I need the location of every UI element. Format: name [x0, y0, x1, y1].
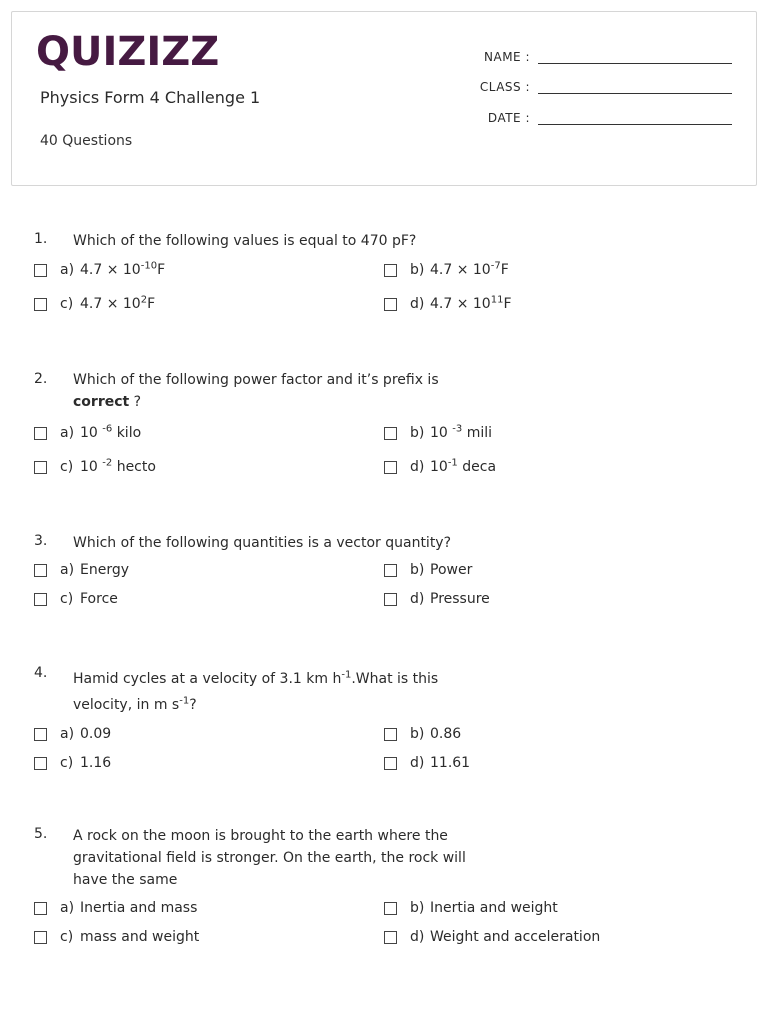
option-letter: a): [60, 562, 75, 578]
checkbox[interactable]: [384, 902, 397, 915]
option-c[interactable]: [34, 929, 199, 945]
checkbox[interactable]: [34, 461, 47, 474]
option-b[interactable]: [384, 425, 492, 441]
option-letter: d): [410, 929, 425, 945]
option-letter: a): [60, 726, 75, 742]
class-line[interactable]: [538, 80, 732, 94]
checkbox[interactable]: [34, 757, 47, 770]
option-text: Inertia and weight: [430, 900, 558, 916]
checkbox[interactable]: [384, 264, 397, 277]
option-text: $4.7 \times 10^{-10}F$: [80, 260, 166, 278]
option-text: Inertia and mass: [80, 900, 198, 916]
date-field: [460, 105, 732, 125]
question-text: Which of the following quantities is a vector quantity?: [73, 535, 452, 551]
checkbox[interactable]: [384, 931, 397, 944]
question-number: 4.: [34, 665, 48, 681]
option-text: Force: [80, 591, 118, 607]
option-b[interactable]: [384, 562, 472, 578]
option-letter: c): [60, 755, 74, 771]
option-letter: b): [410, 562, 425, 578]
question-text: Which of the following power factor and it’s prefix is correct ?: [73, 372, 439, 410]
option-b[interactable]: [384, 900, 558, 916]
question-number: 1.: [34, 231, 48, 247]
question-number: 3.: [34, 533, 48, 549]
checkbox[interactable]: [384, 564, 397, 577]
option-d[interactable]: [384, 296, 512, 312]
question-number: 5.: [34, 826, 48, 842]
option-letter: c): [60, 929, 74, 945]
checkbox[interactable]: [34, 264, 47, 277]
worksheet-header: [11, 11, 757, 186]
checkbox[interactable]: [384, 427, 397, 440]
name-line[interactable]: [538, 50, 732, 64]
option-text: Energy: [80, 562, 130, 578]
option-d[interactable]: [384, 755, 470, 771]
option-text: $4.7 \times 10^2F$: [80, 294, 156, 312]
option-a[interactable]: [34, 726, 111, 742]
option-d[interactable]: [384, 929, 600, 945]
option-c[interactable]: [34, 296, 155, 312]
option-c[interactable]: [34, 459, 156, 475]
checkbox[interactable]: [384, 461, 397, 474]
option-letter: d): [410, 591, 425, 607]
option-text: $10^{-1}$ deca: [430, 457, 497, 475]
option-letter: a): [60, 900, 75, 916]
option-b[interactable]: [384, 262, 509, 278]
question-count: 40 Questions: [40, 133, 133, 149]
class-label: CLASS :: [479, 80, 530, 94]
checkbox[interactable]: [384, 298, 397, 311]
option-letter: b): [410, 726, 425, 742]
checkbox[interactable]: [34, 298, 47, 311]
checkbox[interactable]: [34, 902, 47, 915]
option-d[interactable]: [384, 591, 490, 607]
checkbox[interactable]: [34, 728, 47, 741]
quizizz-logo: QUIZIZZ: [36, 29, 220, 75]
option-text: 0.86: [430, 726, 462, 742]
option-letter: c): [60, 591, 74, 607]
option-b[interactable]: [384, 726, 461, 742]
option-letter: d): [410, 459, 425, 475]
option-text: Power: [430, 562, 473, 578]
option-text: 10 $^{-6}$ kilo: [80, 423, 142, 441]
option-text: Pressure: [430, 591, 490, 607]
question-text: Hamid cycles at a velocity of 3.1 km $h^{-1}.What$ is this velocity, in m $s^{-1}$?: [73, 669, 439, 713]
option-letter: d): [410, 755, 425, 771]
question-text: A rock on the moon is brought to the earth where the gravitational field is stronger. On the earth, the rock will have the same: [73, 828, 466, 888]
option-letter: c): [60, 296, 74, 312]
option-a[interactable]: [34, 562, 129, 578]
option-a[interactable]: [34, 262, 165, 278]
option-text: 11.61: [430, 755, 471, 771]
option-letter: b): [410, 262, 425, 278]
option-letter: a): [60, 262, 75, 278]
option-text: 10 $^{-3}$ mili: [430, 423, 493, 441]
date-label: DATE :: [487, 111, 530, 125]
question-number: 2.: [34, 371, 48, 387]
option-letter: d): [410, 296, 425, 312]
option-letter: c): [60, 459, 74, 475]
option-a[interactable]: [34, 900, 197, 916]
checkbox[interactable]: [34, 931, 47, 944]
name-label: NAME :: [484, 50, 530, 64]
question-text: Which of the following values is equal to 470 pF?: [73, 233, 417, 249]
option-letter: b): [410, 900, 425, 916]
option-letter: b): [410, 425, 425, 441]
name-field: [460, 44, 732, 64]
option-text: $4.7 \times 10^{11}F$: [430, 294, 512, 312]
checkbox[interactable]: [34, 427, 47, 440]
checkbox[interactable]: [34, 564, 47, 577]
option-d[interactable]: [384, 459, 496, 475]
checkbox[interactable]: [384, 593, 397, 606]
option-text: Weight and acceleration: [430, 929, 601, 945]
option-text: 0.09: [80, 726, 112, 742]
option-text: mass and weight: [80, 929, 200, 945]
checkbox[interactable]: [384, 757, 397, 770]
option-text: 1.16: [80, 755, 112, 771]
option-c[interactable]: [34, 591, 118, 607]
option-c[interactable]: [34, 755, 111, 771]
date-line[interactable]: [538, 111, 732, 125]
option-letter: a): [60, 425, 75, 441]
option-text: 10 $^{-2}$ hecto: [80, 457, 156, 475]
checkbox[interactable]: [384, 728, 397, 741]
checkbox[interactable]: [34, 593, 47, 606]
class-field: [460, 74, 732, 94]
worksheet-title: Physics Form 4 Challenge 1: [40, 88, 261, 107]
option-text: $4.7 \times 10^{-7}F$: [430, 260, 509, 278]
option-a[interactable]: [34, 425, 141, 441]
